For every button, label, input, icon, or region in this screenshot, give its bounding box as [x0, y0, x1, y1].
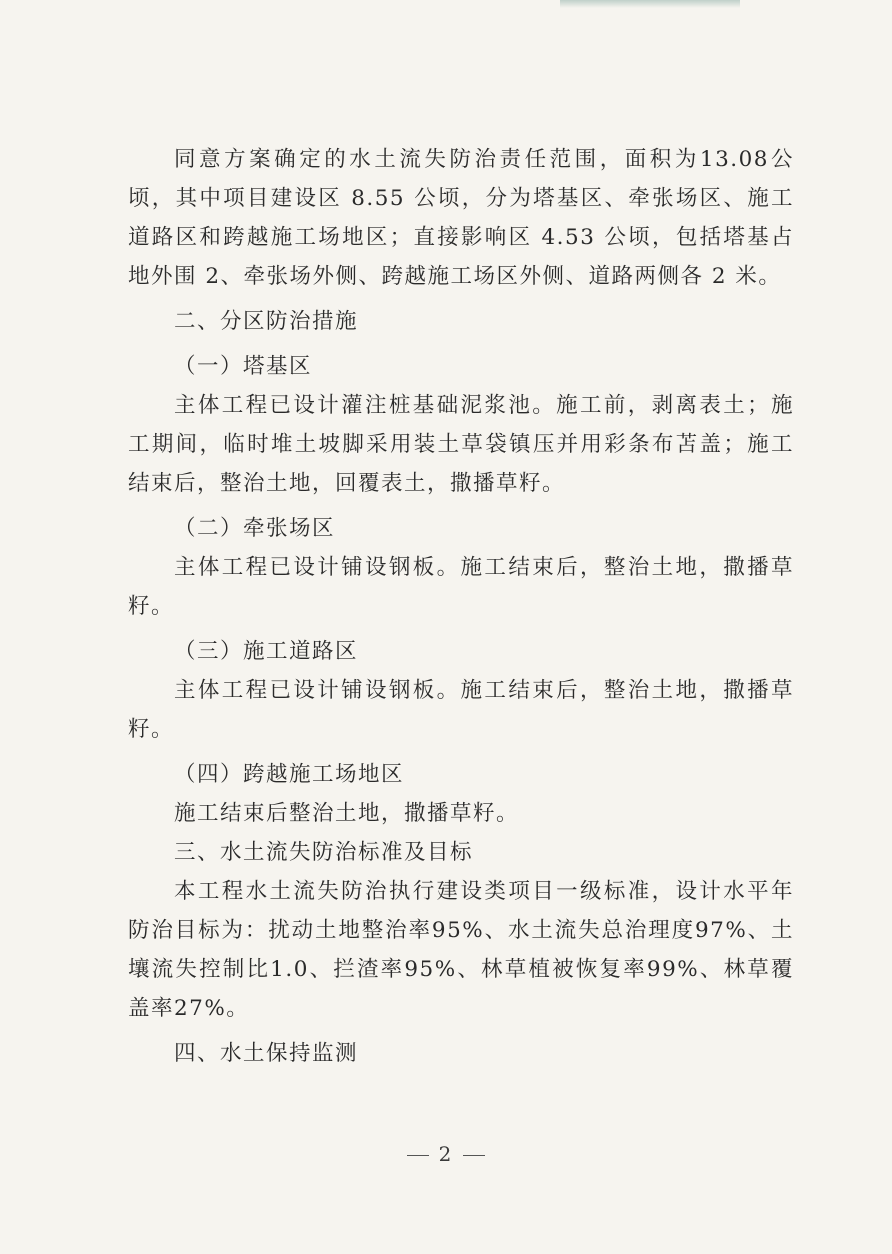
paragraph-responsibility-scope: 同意方案确定的水土流失防治责任范围，面积为13.08公顷，其中项目建设区 8.55 公顷，分为塔基区、牵张场区、施工道路区和跨越施工场地区；直接影响区 4.53 公顷，包括塔基占地外围 2、牵张场外侧、跨越施工场区外侧、道路两侧各 2 米。 — [128, 147, 794, 289]
section-heading-zoned-measures: 二、分区防治措施 — [174, 309, 359, 334]
paragraph-tower-base: 主体工程已设计灌注桩基础泥浆池。施工前，剥离表土；施工期间，临时堆土坡脚采用装土草袋镇压并用彩条布苫盖；施工结束后，整治土地，回覆表土，撒播草籽。 — [128, 393, 794, 496]
page-number — [0, 1142, 892, 1166]
section-heading-standards-targets: 三、水土流失防治标准及目标 — [174, 840, 474, 865]
page-number-value: 2 — [438, 1142, 454, 1166]
page-number-dash-left — [407, 1155, 429, 1156]
paragraph-crossing-site: 施工结束后整治土地，撒播草籽。 — [174, 801, 520, 826]
section-heading-monitoring: 四、水土保持监测 — [174, 1041, 359, 1066]
subsection-heading-tower-base: （一）塔基区 — [174, 354, 313, 379]
paragraph-standards-targets: 本工程水土流失防治执行建设类项目一级标准，设计水平年防治目标为：扰动土地整治率95%、水土流失总治理度97%、土壤流失控制比1.0、拦渣率95%、林草植被恢复率99%、林草覆盖率27%。 — [128, 879, 794, 1021]
paragraph-construction-road: 主体工程已设计铺设钢板。施工结束后，整治土地，撒播草籽。 — [128, 678, 794, 742]
document-body — [128, 140, 794, 1073]
subsection-heading-construction-road: （三）施工道路区 — [174, 639, 359, 664]
paragraph-tension-field: 主体工程已设计铺设钢板。施工结束后，整治土地，撒播草籽。 — [128, 555, 794, 619]
subsection-heading-crossing-site: （四）跨越施工场地区 — [174, 762, 405, 787]
scan-artifact — [560, 0, 740, 8]
page-number-dash-right — [463, 1155, 485, 1156]
subsection-heading-tension-field: （二）牵张场区 — [174, 516, 336, 541]
